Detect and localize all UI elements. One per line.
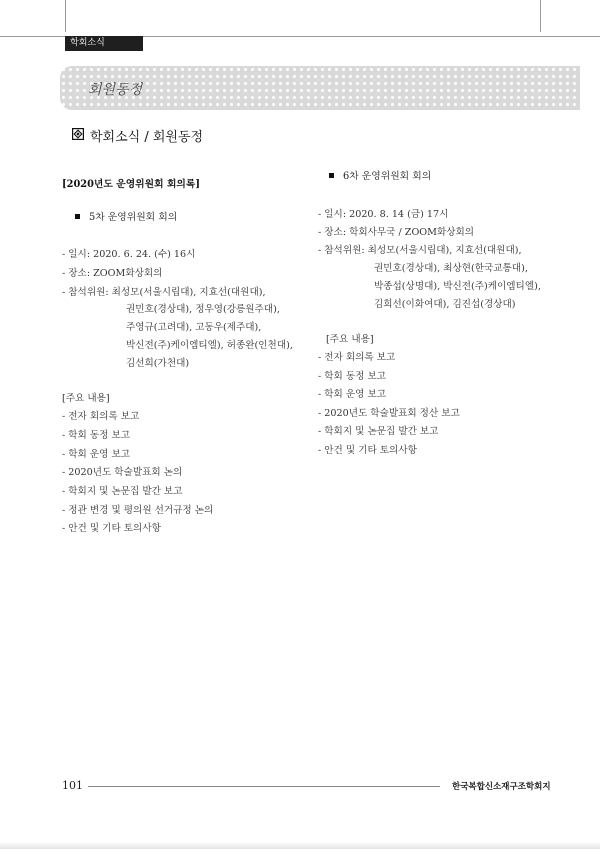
page-number: 101 bbox=[62, 779, 83, 792]
meeting-5-title: 5차 운영위원회 회의 bbox=[89, 212, 178, 223]
page-bottom-edge bbox=[0, 842, 600, 849]
meeting-5-agenda-item: - 전자 회의록 보고 bbox=[62, 411, 140, 422]
meeting-6-agenda-item: - 2020년도 학술발표회 정산 보고 bbox=[318, 408, 460, 419]
meeting-6-attendees-line: 권민호(경상대), 최상현(한국교통대), bbox=[374, 263, 528, 274]
meeting-5-agenda-item: - 2020년도 학술발표회 논의 bbox=[62, 467, 183, 478]
banner-title: 회원동정 bbox=[88, 82, 143, 98]
minutes-title: [2020년도 운영위원회 회의록] bbox=[62, 179, 200, 190]
meeting-6-place: - 장소: 학회사무국 / ZOOM화상회의 bbox=[318, 227, 475, 238]
meeting-5-heading bbox=[75, 209, 177, 223]
meeting-5-place: - 장소: ZOOM화상회의 bbox=[62, 268, 163, 279]
meeting-6-date: - 일시: 2020. 8. 14 (금) 17시 bbox=[318, 209, 449, 220]
journal-name: 한국복합신소재구조학회지 bbox=[452, 782, 551, 792]
meeting-5-attendees-line: 주영규(고려대), 고동우(제주대), bbox=[126, 322, 262, 333]
meeting-6-agenda-item: - 학회지 및 논문집 발간 보고 bbox=[318, 426, 439, 437]
meeting-6-attendees-line: 박종섭(상명대), 박신전(주)케이엠티엘), bbox=[374, 281, 541, 292]
footer-rule bbox=[88, 786, 440, 787]
square-bullet-icon bbox=[329, 173, 334, 178]
meeting-6-agenda-item: - 학회 동정 보고 bbox=[318, 371, 386, 382]
meeting-5-attendees-line: 권민호(경상대), 정우영(강릉원주대), bbox=[126, 304, 280, 315]
meeting-5-date: - 일시: 2020. 6. 24. (수) 16시 bbox=[62, 249, 196, 260]
meeting-6-attendees-line: - 참석위원: 최성모(서울시립대), 지효선(대원대), bbox=[318, 245, 522, 256]
meeting-5-attendees-line: 김선희(가천대) bbox=[126, 358, 190, 369]
meeting-6-title: 6차 운영위원회 회의 bbox=[343, 171, 432, 182]
meeting-6-agenda-item: - 안건 및 기타 토의사항 bbox=[318, 445, 417, 456]
meeting-5-attendees-line: 박신전(주)케이엠티엘), 허종완(인천대), bbox=[126, 340, 293, 351]
meeting-6-attendees-line: 김희선(이화여대), 김진섭(경상대) bbox=[374, 299, 516, 310]
meeting-5-attendees-line: - 참석위원: 최성모(서울시립대), 지효선(대원대), bbox=[62, 287, 266, 298]
section-tab: 학회소식 bbox=[65, 36, 143, 51]
square-bullet-icon bbox=[75, 214, 80, 219]
meeting-6-agenda-title: [주요 내용] bbox=[326, 334, 374, 345]
header-rule-left bbox=[65, 0, 66, 32]
meeting-5-agenda-item: - 안건 및 기타 토의사항 bbox=[62, 523, 161, 534]
meeting-6-heading bbox=[329, 168, 431, 182]
meeting-5-agenda-item: - 학회 동정 보고 bbox=[62, 430, 130, 441]
meeting-5-agenda-item: - 학회 운영 보고 bbox=[62, 449, 130, 460]
meeting-6-agenda-item: - 전자 회의록 보고 bbox=[318, 352, 396, 363]
header-rule-right bbox=[540, 0, 541, 32]
page-heading-text: 학회소식 / 회원동정 bbox=[90, 130, 204, 145]
meeting-6-agenda-item: - 학회 운영 보고 bbox=[318, 389, 386, 400]
diamond-in-square-icon bbox=[72, 128, 90, 144]
meeting-5-agenda-item: - 학회지 및 논문집 발간 보고 bbox=[62, 486, 183, 497]
meeting-5-agenda-title: [주요 내용] bbox=[62, 393, 110, 404]
meeting-5-agenda-item: - 정관 변경 및 평의원 선거규정 논의 bbox=[62, 505, 214, 516]
page-heading bbox=[72, 126, 203, 145]
